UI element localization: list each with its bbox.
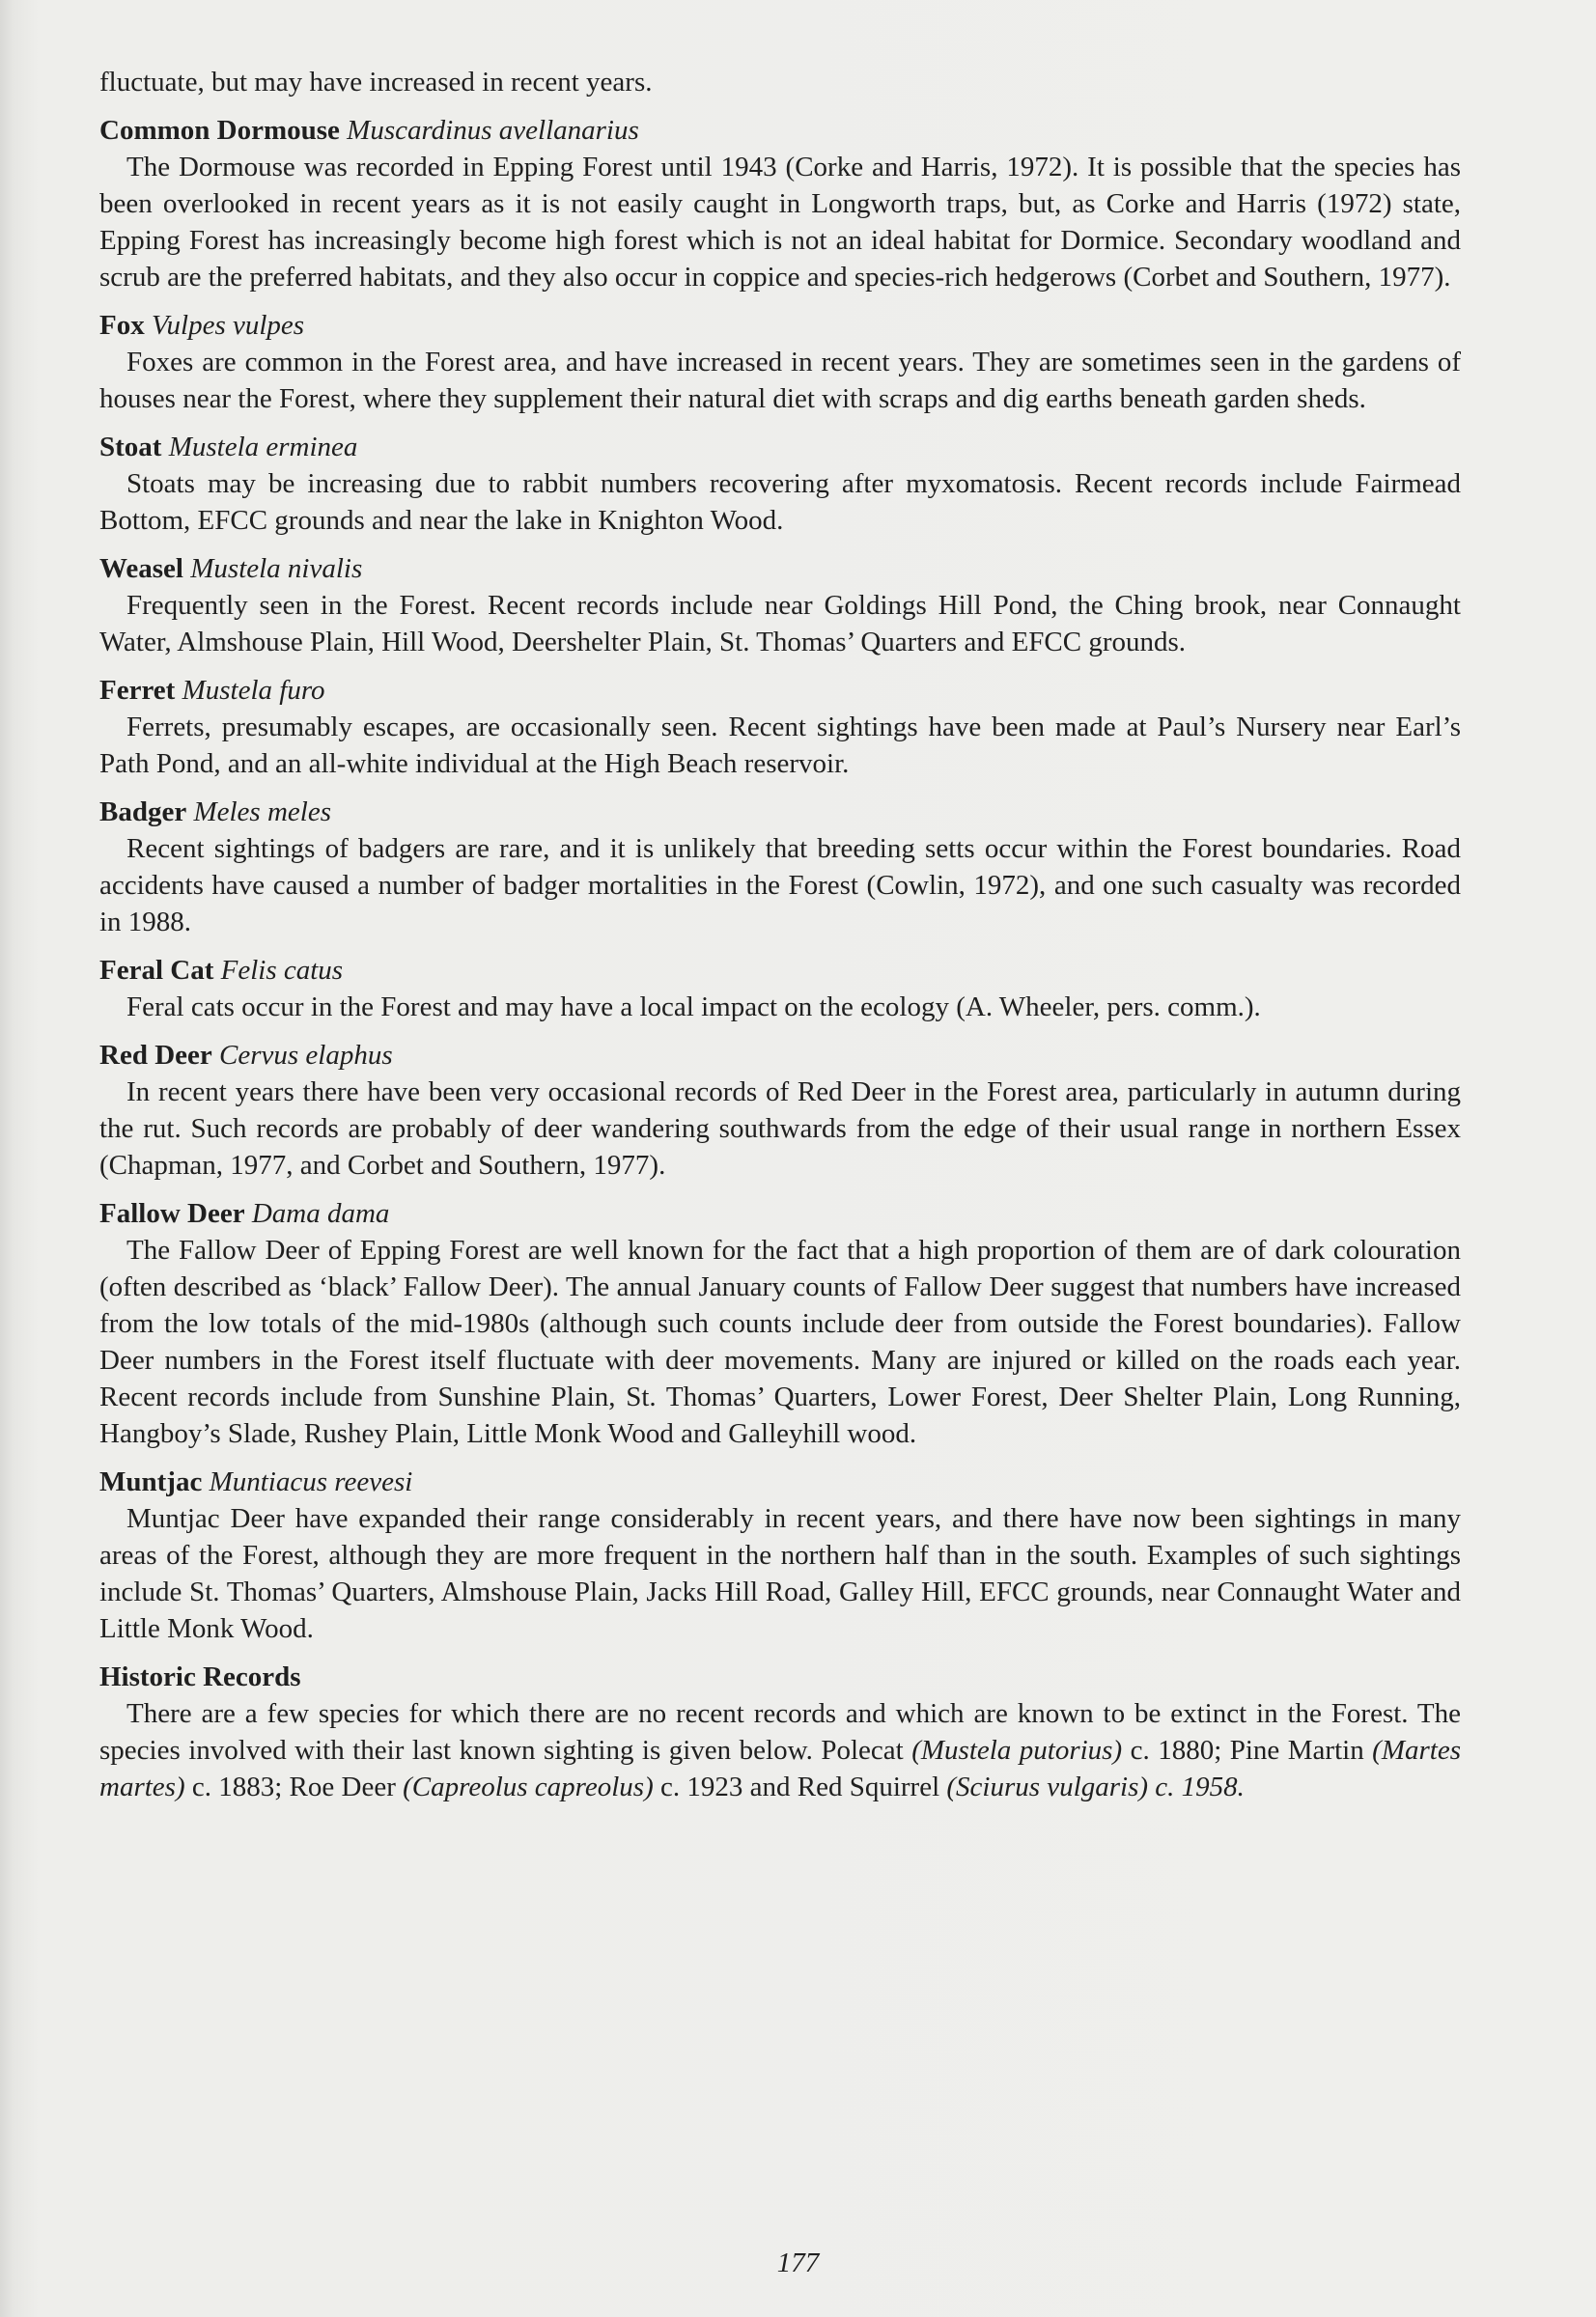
species-latin-name: Mustela nivalis	[190, 553, 363, 584]
species-latin-name: Vulpes vulpes	[151, 310, 305, 341]
species-common-name: Badger	[99, 796, 187, 827]
species-common-name: Ferret	[99, 675, 176, 706]
species-entry-weasel	[99, 550, 1461, 660]
species-entry-badger	[99, 794, 1461, 940]
page-content	[99, 64, 1461, 1817]
species-entry-muntjac	[99, 1464, 1461, 1647]
species-entry-fox	[99, 307, 1461, 417]
species-common-name: Feral Cat	[99, 955, 214, 986]
species-common-name: Fox	[99, 310, 145, 341]
species-common-name: Stoat	[99, 432, 162, 462]
species-entry-stoat	[99, 429, 1461, 539]
species-heading	[99, 429, 1461, 465]
species-latin-name: Felis catus	[220, 955, 344, 986]
historic-text-part: c. 1880; Pine Martin	[1122, 1735, 1373, 1766]
species-description: Recent sightings of badgers are rare, and it is unlikely that breeding setts occur within the Forest boundaries. Road accidents have caused a number of badger mortalities in the Forest (Cowlin, 1972), and one such casualty was recorded in 1988.	[99, 833, 1461, 937]
species-latin-name: Mustela furo	[182, 675, 325, 706]
species-description: Ferrets, presumably escapes, are occasionally seen. Recent sightings have been made at Paul’s Nursery near Earl’s Path Pond, and an all-white individual at the High Beach reservoir.	[99, 712, 1461, 779]
species-description: Muntjac Deer have expanded their range considerably in recent years, and there have now been sightings in many areas of the Forest, although they are more frequent in the northern half than in the south. Examples of such sightings include St. Thomas’ Quarters, Almshouse Plain, Jacks Hill Road, Galley Hill, EFCC grounds, near Connaught Water and Little Monk Wood.	[99, 1503, 1461, 1644]
species-description: The Dormouse was recorded in Epping Forest until 1943 (Corke and Harris, 1972). It is possible that the species has been overlooked in recent years as it is not easily caught in Longworth traps, but, as Corke and Harris (1972) state, Epping Forest has increasingly become high forest which is not an ideal habitat for Dormice. Secondary woodland and scrub are the preferred habitats, and they also occur in coppice and species-rich hedgerows (Corbet and Southern, 1977).	[99, 152, 1461, 293]
historic-records-section	[99, 1659, 1461, 1805]
species-description: The Fallow Deer of Epping Forest are well known for the fact that a high proportion of them are of dark colouration (often described as ‘black’ Fallow Deer). The annual January counts of Fallow Deer suggest that numbers have increased from the low totals of the mid-1980s (although such counts include deer from outside the Forest boundaries). Fallow Deer numbers in the Forest itself fluctuate with deer movements. Many are injured or killed on the roads each year. Recent records include from Sunshine Plain, St. Thomas’ Quarters, Lower Forest, Deer Shelter Plain, Long Running, Hangboy’s Slade, Rushey Plain, Little Monk Wood and Galleyhill wood.	[99, 1235, 1461, 1449]
species-entry-common-dormouse	[99, 112, 1461, 295]
species-heading	[99, 550, 1461, 587]
species-description: Frequently seen in the Forest. Recent records include near Goldings Hill Pond, the Ching brook, near Connaught Water, Almshouse Plain, Hill Wood, Deershelter Plain, St. Thomas’ Quarters and EFCC grounds.	[99, 590, 1461, 657]
species-entry-feral-cat	[99, 952, 1461, 1025]
species-latin-name: Meles meles	[193, 796, 331, 827]
species-heading	[99, 1195, 1461, 1232]
species-common-name: Fallow Deer	[99, 1198, 245, 1229]
continued-text: fluctuate, but may have increased in recent years.	[99, 67, 653, 98]
species-entry-fallow-deer	[99, 1195, 1461, 1452]
historic-latin-name: (Sciurus vulgaris) c. 1958.	[946, 1772, 1245, 1802]
species-heading	[99, 1037, 1461, 1074]
historic-text-part: c. 1883; Roe Deer	[184, 1772, 404, 1802]
page-number: 177	[776, 2247, 820, 2278]
historic-latin-name: (Capreolus capreolus)	[403, 1772, 654, 1802]
species-heading	[99, 307, 1461, 344]
species-heading	[99, 952, 1461, 989]
species-latin-name: Mustela erminea	[168, 432, 358, 462]
species-heading	[99, 794, 1461, 830]
species-common-name: Weasel	[99, 553, 183, 584]
species-latin-name: Muscardinus avellanarius	[347, 115, 639, 146]
section-heading	[99, 1659, 1461, 1695]
species-description: Foxes are common in the Forest area, and have increased in recent years. They are sometimes seen in the gardens of houses near the Forest, where they supplement their natural diet with scraps and dig earths beneath garden sheds.	[99, 347, 1461, 414]
species-description: In recent years there have been very occasional records of Red Deer in the Forest area, particularly in autumn during the rut. Such records are probably of deer wandering southwards from the edge of their usual range in northern Essex (Chapman, 1977, and Corbet and Southern, 1977).	[99, 1076, 1461, 1181]
species-common-name: Muntjac	[99, 1466, 203, 1497]
species-common-name: Common Dormouse	[99, 115, 340, 146]
historic-records-heading: Historic Records	[99, 1661, 301, 1692]
species-description: Feral cats occur in the Forest and may have a local impact on the ecology (A. Wheeler, pers. comm.).	[126, 991, 1261, 1022]
historic-records-text	[99, 1695, 1461, 1805]
species-heading	[99, 1464, 1461, 1500]
species-common-name: Red Deer	[99, 1040, 212, 1071]
historic-text-part: There are a few species for which there are no recent records and which are known to be extinct in the Forest. The species involved with their last known sighting is given below. Polecat	[99, 1698, 1461, 1766]
species-description: Stoats may be increasing due to rabbit numbers recovering after myxomatosis. Recent records include Fairmead Bottom, EFCC grounds and near the lake in Knighton Wood.	[99, 468, 1461, 536]
species-entry-red-deer	[99, 1037, 1461, 1184]
species-entry-ferret	[99, 672, 1461, 782]
species-latin-name: Muntiacus reevesi	[209, 1466, 413, 1497]
historic-latin-name: (Martes martes)	[99, 1735, 1461, 1802]
historic-latin-name: (Mustela putorius)	[911, 1735, 1123, 1766]
species-latin-name: Dama dama	[251, 1198, 390, 1229]
species-latin-name: Cervus elaphus	[219, 1040, 393, 1071]
historic-text-part: c. 1923 and Red Squirrel	[653, 1772, 947, 1802]
species-heading	[99, 112, 1461, 149]
species-heading	[99, 672, 1461, 709]
